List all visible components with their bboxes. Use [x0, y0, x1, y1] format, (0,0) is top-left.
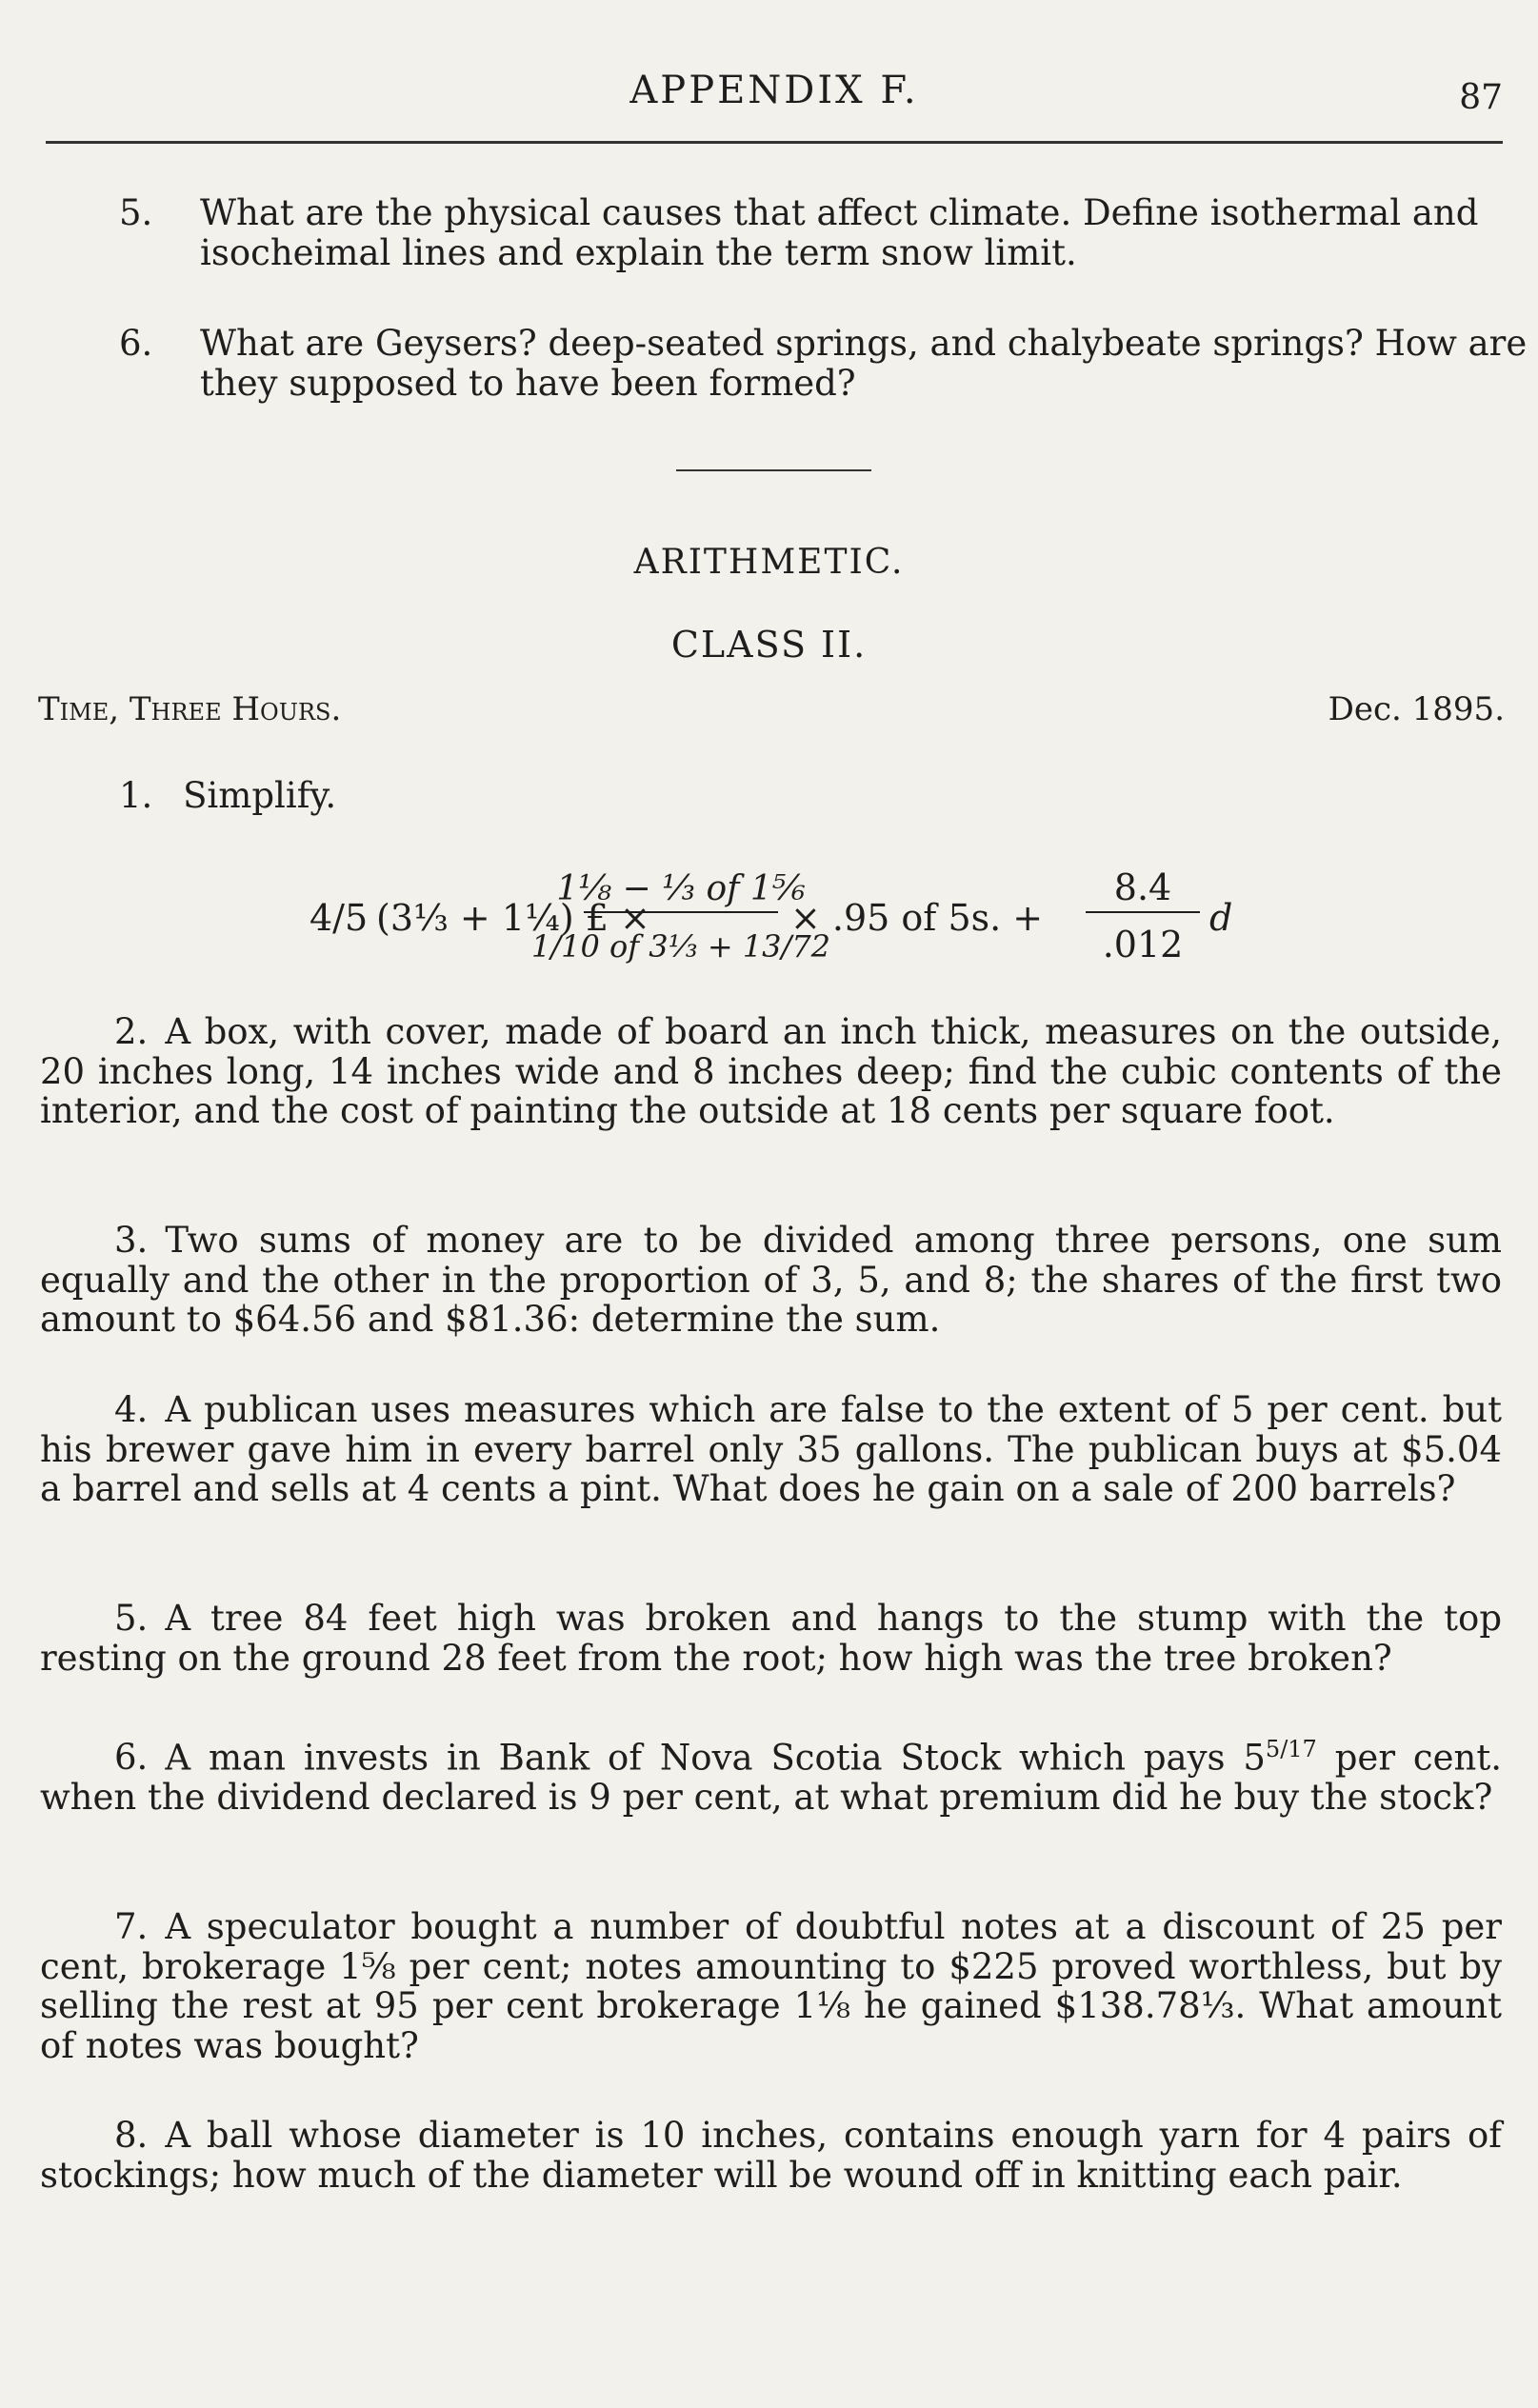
question-2: [40, 1012, 1502, 1131]
question-text: A box, with cover, made of board an inch thick, measures on the outside, 20 inches long, 14 inches wide and 8 inches deep; find the cubic contents of the interior, and the cost of painting the outside at 18 cents per square foot.: [40, 1011, 1502, 1131]
formula-unit: d: [1209, 897, 1233, 939]
page-number: 87: [1459, 78, 1503, 117]
question-7: [40, 1907, 1502, 2065]
exam-time: Time, Three Hours.: [38, 690, 342, 728]
question-5: [40, 1599, 1502, 1678]
section-subject: ARITHMETIC.: [633, 543, 905, 582]
formula-frac-top: 8.4: [1113, 866, 1172, 908]
formula-denominator: 1/10 of 3⅓ + 13/72: [530, 928, 831, 965]
question-text: What are the physical causes that affect climate. Define isothermal and isocheimal lines and explain the term snow limit.: [200, 192, 1479, 273]
geography-question-6: [119, 324, 1538, 404]
formula-frac-bottom: .012: [1102, 924, 1184, 965]
geography-question-5: [119, 193, 1538, 273]
section-divider: [676, 469, 871, 471]
page-header: [46, 59, 1503, 154]
header-rule: [46, 141, 1503, 144]
question-number: 5.: [114, 1598, 149, 1639]
question-number: 4.: [114, 1389, 149, 1430]
exam-date: Dec. 1895.: [1328, 690, 1505, 728]
question-number: 7.: [114, 1906, 149, 1947]
question-number: 6.: [114, 1737, 149, 1779]
question-8: [40, 2116, 1502, 2195]
question-text: A speculator bought a number of doubtful notes at a discount of 25 per cent, brokerage 1⅝ per cent; notes amounting to $225 proved worthless, but by selling the rest at 95 per cent brokerage 1⅛ he gained $138.78⅓. What amount of notes was bought?: [40, 1906, 1502, 2066]
question-text: A tree 84 feet high was broken and hangs to the stump with the top resting on the ground 28 feet from the root; how high was the tree broken?: [40, 1598, 1502, 1679]
question-number: 1.: [119, 775, 153, 816]
formula-middle: × .95 of 5s. +: [790, 897, 1044, 939]
running-title: APPENDIX F.: [629, 69, 919, 112]
question-number: 6.: [119, 323, 153, 364]
question-text: A ball whose diameter is 10 inches, contains enough yarn for 4 pairs of stockings; how much of the diameter will be wound off in knitting each pair.: [40, 2115, 1502, 2196]
question-6: [40, 1730, 1502, 1817]
question-number: 5.: [119, 192, 153, 233]
simplify-formula: [310, 852, 1262, 985]
question-text: A publican uses measures which are false to the extent of 5 per cent. but his brewer gave him in every barrel only 35 gallons. The publican buys at $5.04 a barrel and sells at 4 cents a pint. What does he gain on a sale of 200 barrels?: [40, 1389, 1502, 1509]
question-text-end: per cent. when the dividend declared is 9 per cent, at what premium did he buy the stock?: [40, 1737, 1503, 1818]
question-text: Simplify.: [183, 775, 337, 816]
class-label: CLASS II.: [670, 624, 868, 666]
question-4: [40, 1390, 1502, 1509]
formula-numerator: 1⅛ − ⅓ of 1⅚: [556, 869, 806, 908]
question-text: What are Geysers? deep-seated springs, and chalybeate springs? How are they supposed to have been formed?: [200, 323, 1528, 404]
question-text-start: A man invests in Bank of Nova Scotia Stock which pays 5: [165, 1737, 1266, 1779]
question-number: 3.: [114, 1220, 149, 1261]
formula-svg: [310, 852, 1262, 985]
question-number: 8.: [114, 2115, 149, 2156]
question-1: [119, 776, 336, 816]
question-number: 2.: [114, 1011, 149, 1052]
question-3: [40, 1221, 1502, 1340]
inline-fraction: 5/17: [1265, 1736, 1317, 1762]
formula-coefficient: 4/5: [310, 897, 369, 939]
question-text: Two sums of money are to be divided among three persons, one sum equally and the other in the proportion of 3, 5, and 8; the shares of the first two amount to $64.56 and $81.36: determine the sum.: [40, 1220, 1502, 1340]
formula-bracket: (3⅓ + 1¼) £ ×: [376, 897, 650, 939]
